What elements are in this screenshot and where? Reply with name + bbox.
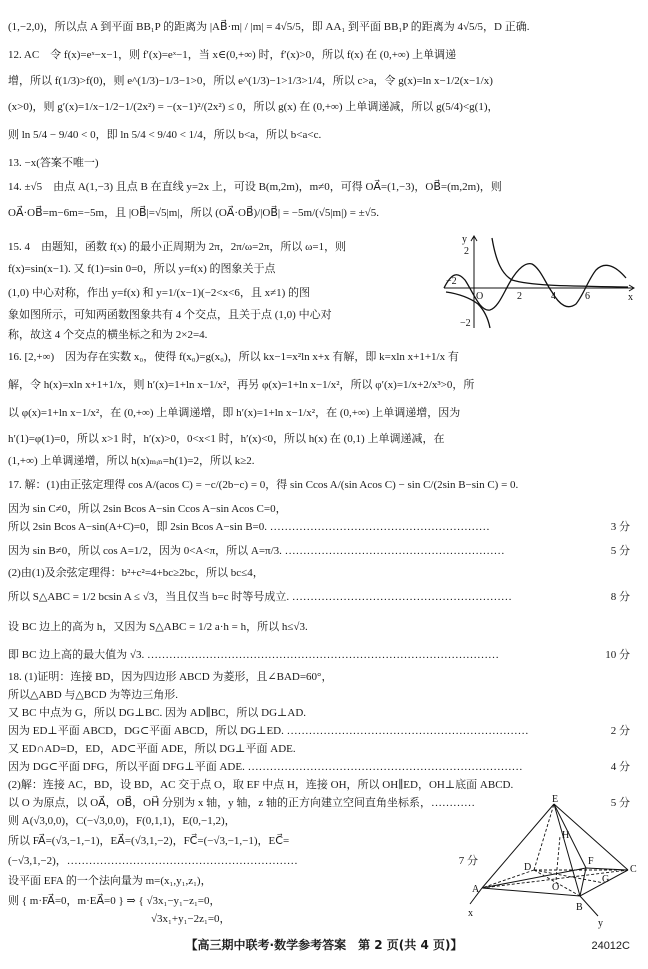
- score-8: 8 分: [610, 591, 630, 603]
- q18-line-12: 设平面 EFA 的一个法向量为 m=(x₁,y₁,z₁)，: [8, 875, 212, 887]
- graph-x-label: x: [628, 292, 633, 303]
- graph-y-label: y: [462, 234, 467, 245]
- q14-line-1: 14. ±√5 由点 A(1,−3) 且点 B 在直线 y=2x 上，可设 B(m,2m)，m≠0，可得 OA⃗=(1,−3)，OB⃗=(m,2m)，则: [8, 181, 502, 193]
- score-5: 5 分: [610, 545, 630, 557]
- q18-line-10: 所以 FA⃗=(√3,−1,−1)，EA⃗=(√3,1,−2)，FC⃗=(−√3,−1,−1)，EC⃗=: [8, 835, 290, 847]
- label-F: F: [588, 856, 594, 867]
- q15-line-4: 象如图所示，可知两函数图象共有 4 个交点，且关于点 (1,0) 中心对: [8, 309, 332, 321]
- q14-line-2: OA⃗·OB⃗=m−6m=−5m，且 |OB⃗|=√5|m|，所以 (OA⃗·OB⃗)/|OB⃗| = −5m/(√5|m|) = ±√5.: [8, 207, 379, 219]
- reciprocal-right-branch: [492, 238, 628, 287]
- label-B: B: [576, 902, 583, 913]
- graph-y-tick-pos: 2: [464, 246, 469, 257]
- q18-line-4: 因为 ED⊥平面 ABCD，DG⊂平面 ABCD，所以 DG⊥ED. …………………………………………………………: [8, 725, 529, 737]
- document-code: 24012C: [591, 940, 630, 952]
- q15-line-2: f(x)=sin(x−1). 又 f(1)=sin 0=0，所以 y=f(x) 的图象关于点: [8, 263, 276, 275]
- sine-reciprocal-graph: [438, 232, 638, 332]
- q18-line-14: √3x₁+y₁−2z₁=0，: [8, 913, 231, 925]
- q18-line-7: (2)解：连接 AC，BD，设 BD，AC 交于点 O，取 EF 中点 H，连接 OH，所以 OH∥ED，OH⊥底面 ABCD.: [8, 779, 514, 791]
- line-11-end: (1,−2,0)，所以点 A 到平面 BB₁P 的距离为 |AB⃗·m| / |m| = 4√5/5，即 AA₁ 到平面 BB₁P 的距离为 4√5/5，D 正确.: [8, 21, 530, 33]
- label-E: E: [552, 794, 559, 805]
- score-5b: 5 分: [610, 797, 630, 809]
- solid-geometry-figure: [468, 794, 640, 929]
- graph-x-tick-2: 2: [517, 291, 522, 302]
- page-footer: 【高三期中联考·数学参考答案 第 2 页(共 4 页)】: [185, 938, 463, 952]
- q17-line-4: 因为 sin B≠0，所以 cos A=1/2，因为 0<A<π，所以 A=π/3. ……………………………………………………: [8, 545, 505, 557]
- q16-line-4: h′(1)=φ(1)=0，所以 x>1 时，h′(x)>0，0<x<1 时，h′(x)<0，所以 h(x) 在 (0,1) 上单调递减，在: [8, 433, 445, 445]
- q17-line-2: 因为 sin C≠0，所以 2sin Bcos A−sin Ccos A−sin Acos C=0，: [8, 503, 287, 515]
- q18-line-1: 18. (1)证明：连接 BD，因为四边形 ABCD 为菱形，且∠BAD=60°，: [8, 671, 333, 683]
- q15-line-5: 称，故这 4 个交点的横坐标之和为 2×2=4.: [8, 329, 208, 341]
- q17-line-7: 设 BC 边上的高为 h，又因为 S△ABC = 1/2 a·h = h，所以 h≤√3.: [8, 621, 308, 633]
- q12-line-4: 则 ln 5/4 − 9/40 < 0，即 ln 5/4 < 9/40 < 1/4，所以 b<a，所以 b<a<c.: [8, 129, 322, 141]
- q18-line-11: (−√3,1,−2)，………………………………………………………: [8, 855, 298, 867]
- q17-line-3: 所以 2sin Bcos A−sin(A+C)=0，即 2sin Bcos A−sin B=0. ……………………………………………………: [8, 521, 490, 533]
- score-7: 7 分: [458, 855, 478, 867]
- q12-line-2: 增，所以 f(1/3)>f(0)，则 e^(1/3)−1/3−1>0，所以 e^(1/3)−1>1/3>1/4，所以 c>a，令 g(x)=ln x−1/2(x−1/x): [8, 75, 493, 87]
- label-C: C: [630, 864, 637, 875]
- graph-x-tick-neg: −2: [446, 276, 457, 287]
- q18-line-3: 又 BC 中点为 G，所以 DG⊥BC. 因为 AD∥BC，所以 DG⊥AD.: [8, 707, 307, 719]
- q15-line-3: (1,0) 中心对称，作出 y=f(x) 和 y=1/(x−1)(−2<x<6，且 x≠1) 的图: [8, 287, 311, 299]
- q18-line-2: 所以△ABD 与△BCD 为等边三角形.: [8, 689, 179, 701]
- q12-line-1: 12. AC 令 f(x)=eˣ−x−1，则 f′(x)=eˣ−1，当 x∈(0,+∞) 时，f′(x)>0，所以 f(x) 在 (0,+∞) 上单调递: [8, 49, 457, 61]
- q17-line-5: (2)由(1)及余弦定理得：b²+c²=4+bc≥2bc，所以 bc≤4，: [8, 567, 264, 579]
- q18-line-13: 则 { m·FA⃗=0，m·EA⃗=0 } ⇒ { √3x₁−y₁−z₁=0，: [8, 895, 221, 907]
- q17-line-6: 所以 S△ABC = 1/2 bcsin A ≤ √3，当且仅当 b=c 时等号成立. ……………………………………………………: [8, 591, 512, 603]
- q15-line-1: 15. 4 由题知，函数 f(x) 的最小正周期为 2π，2π/ω=2π，所以 ω=1，则: [8, 241, 347, 253]
- graph-x-tick-4: 4: [551, 291, 556, 302]
- label-G: G: [602, 874, 610, 885]
- graph-x-tick-6: 6: [585, 291, 590, 302]
- label-x-axis: x: [468, 908, 473, 919]
- score-2: 2 分: [610, 725, 630, 737]
- label-O: O: [552, 882, 560, 893]
- q18-line-6: 因为 DG⊂平面 DFG，所以平面 DFG⊥平面 ADE. …………………………………………………………………: [8, 761, 523, 773]
- q16-line-5: (1,+∞) 上单调递增，所以 h(x)ₘᵢₙ=h(1)=2，所以 k≥2.: [8, 455, 255, 467]
- q17-line-1: 17. 解：(1)由正弦定理得 cos A/(acos C) = −c/(2b−c) = 0，得 sin Ccos A/(sin Acos C) − sin C/(2sin B−sin C) = 0.: [8, 479, 519, 491]
- q18-line-5: 又 ED∩AD=D，ED，AD⊂平面 ADE，所以 DG⊥平面 ADE.: [8, 743, 296, 755]
- q18-line-9: 则 A(√3,0,0)，C(−√3,0,0)，F(0,1,1)，E(0,−1,2)，: [8, 815, 236, 827]
- label-H: H: [562, 830, 570, 841]
- q17-line-8: 即 BC 边上高的最大值为 √3. ……………………………………………………………………………………: [8, 649, 499, 661]
- score-3: 3 分: [610, 521, 630, 533]
- label-D: D: [524, 862, 532, 873]
- q18-line-8: 以 O 为原点，以 OA⃗，OB⃗，OH⃗ 分别为 x 轴，y 轴，z 轴的正方向建立空间直角坐标系，…………: [8, 797, 475, 809]
- q12-line-3: (x>0)，则 g′(x)=1/x−1/2−1/(2x²) = −(x−1)²/(2x²) ≤ 0，所以 g(x) 在 (0,+∞) 上单调递减，所以 g(5/4)<g(1)，: [8, 101, 499, 113]
- q16-line-2: 解，令 h(x)=xln x+1+1/x，则 h′(x)=1+ln x−1/x²，再另 φ(x)=1+ln x−1/x²，所以 φ′(x)=1/x+2/x³>0，所: [8, 379, 475, 391]
- q13-answer: 13. −x(答案不唯一): [8, 157, 99, 169]
- q16-line-3: 以 φ(x)=1+ln x−1/x²，在 (0,+∞) 上单调递增，即 h′(x)=1+ln x−1/x²，在 (0,+∞) 上单调递增，因为: [8, 407, 461, 419]
- label-y-axis: y: [598, 918, 603, 929]
- score-10: 10 分: [605, 649, 630, 661]
- graph-y-tick-neg: −2: [460, 318, 471, 329]
- label-A: A: [472, 884, 480, 895]
- graph-origin: O: [476, 291, 484, 302]
- score-4: 4 分: [610, 761, 630, 773]
- q16-line-1: 16. [2,+∞) 因为存在实数 x₀，使得 f(x₀)=g(x₀)，所以 kx−1=x²ln x+x 有解，即 k=xln x+1+1/x 有: [8, 351, 459, 363]
